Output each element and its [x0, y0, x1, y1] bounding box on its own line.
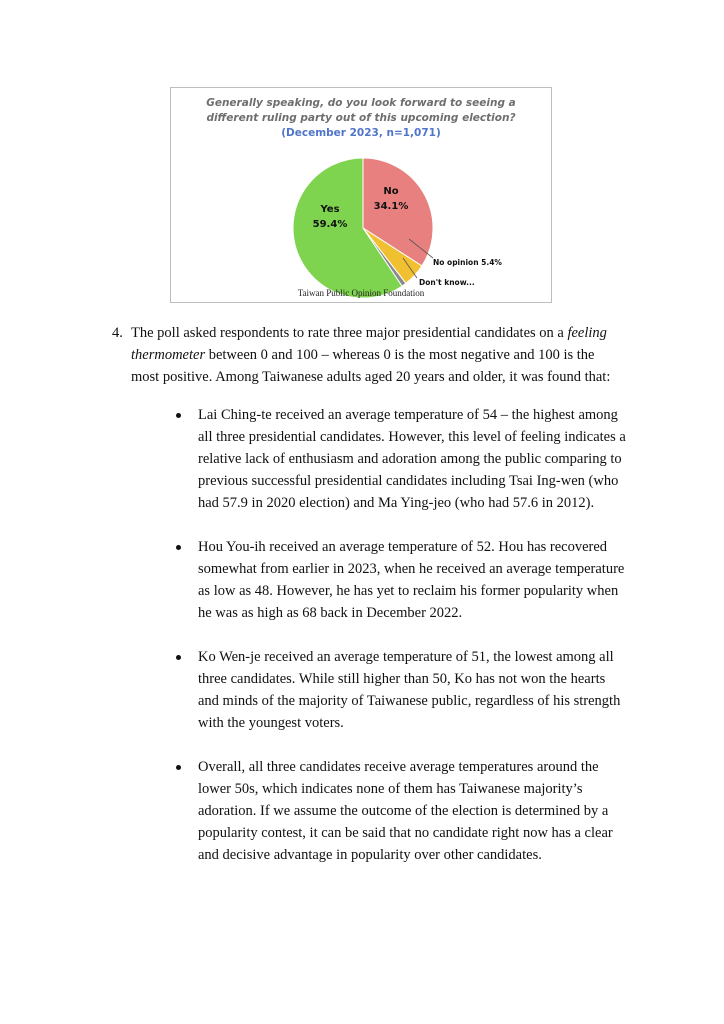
bullet-item — [176, 404, 626, 514]
bullet-text: Ko Wen-je received an average temperature of 51, the lowest among all three candidates. While still higher than 50, Ko has not won the hearts and minds of the majority of Taiwanese public, regardless of his strength with the youngest voters. — [198, 649, 621, 731]
chart-title-line-2: different ruling party out of this upcoming election? — [206, 112, 516, 124]
chart-source: Taiwan Public Opinion Foundation — [297, 288, 425, 298]
pie-chart — [171, 88, 551, 302]
bullet-text: Overall, all three candidates receive average temperatures around the lower 50s, which indicates none of them has Taiwanese majority’s adoration. If we assume the outcome of the election is determined by a popularity contest, it can be said that no candidate right now has a clear and decisive advantage in popularity over other candidates. — [198, 759, 613, 863]
bullet-item — [176, 646, 626, 734]
list-item-number: 4. — [112, 325, 123, 341]
yes-slice-label: Yes — [320, 204, 340, 215]
bullet-dot-icon — [176, 765, 181, 770]
bullet-list — [176, 404, 626, 888]
yes-slice-value: 59.4% — [312, 219, 348, 230]
bullet-item — [176, 756, 626, 866]
bullet-dot-icon — [176, 655, 181, 660]
chart-title-line-1: Generally speaking, do you look forward to seeing a — [206, 97, 516, 109]
bullet-dot-icon — [176, 413, 181, 418]
chart-subtitle: (December 2023, n=1,071) — [281, 127, 441, 139]
list-item-paragraph — [131, 322, 621, 388]
bullet-text: Lai Ching-te received an average temperature of 54 – the highest among all three presidential candidates. However, this level of feeling indicates a relative lack of enthusiasm and adoration among the public comparing to previous successful presidential candidates including Tsai Ing-wen (who had 57.9 in 2020 election) and Ma Ying-jeo (who had 57.6 in 2012). — [198, 407, 626, 511]
paragraph-text-part-2: between 0 and 100 – whereas 0 is the most negative and 100 is the most positive. Among Taiwanese adults aged 20 years and older, it was found that: — [131, 347, 611, 385]
no-slice-value: 34.1% — [373, 201, 409, 212]
paragraph-emphasis: feeling thermometer — [131, 325, 607, 363]
paragraph-text-part-1: The poll asked respondents to rate three major presidential candidates on a — [131, 325, 568, 341]
no-opinion-label: No opinion 5.4% — [433, 258, 502, 267]
bullet-dot-icon — [176, 545, 181, 550]
bullet-item — [176, 536, 626, 624]
dont-know-label: Don't know... — [419, 278, 475, 287]
bullet-text: Hou You-ih received an average temperature of 52. Hou has recovered somewhat from earlier in 2023, when he received an average temperature as low as 48. However, he has yet to reclaim his former popularity when he was as high as 68 back in December 2022. — [198, 539, 625, 621]
pie-chart-figure — [170, 87, 552, 303]
no-slice-label: No — [383, 186, 399, 197]
